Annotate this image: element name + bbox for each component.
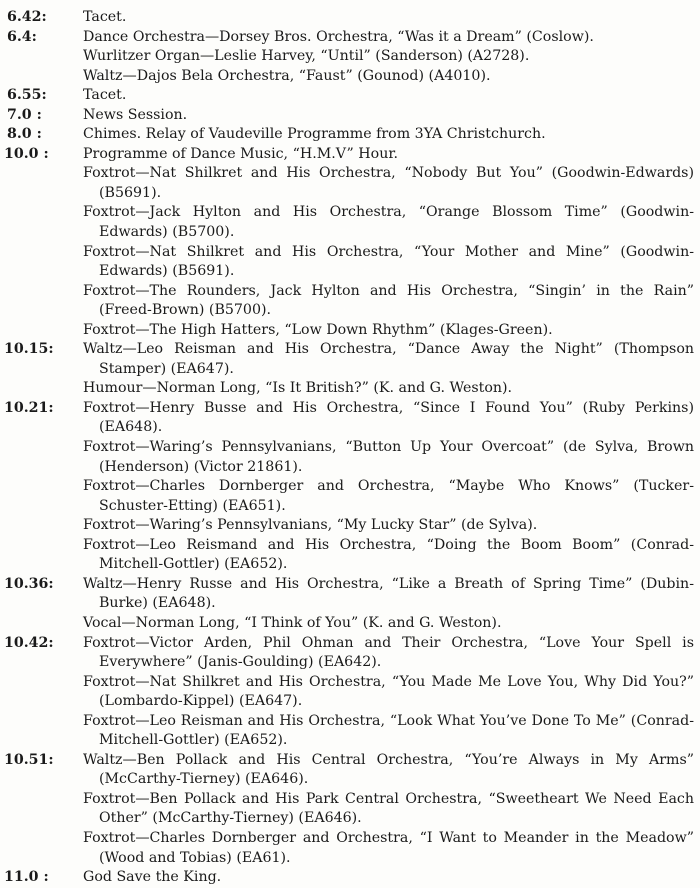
entry-time: 10.21: xyxy=(4,399,54,416)
entry-item: Foxtrot—Ben Pollack and His Park Central Orchestra, “Sweetheart We Need Each Other” (McCarthy-Tierney) (EA646). xyxy=(83,790,694,827)
entry-item: Foxtrot—Charles Dornberger and Orchestra, “I Want to Meander in the Meadow” (Wood and Tobias) (EA61). xyxy=(83,829,694,866)
entry-item: Waltz—Leo Reisman and His Orchestra, “Dance Away the Night” (Thompson Stamper) (EA647). xyxy=(83,341,694,377)
entry-item: Tacet. xyxy=(83,9,127,25)
entry-item: Humour—Norman Long, “Is It British?” (K. and G. Weston). xyxy=(83,380,513,397)
programme-entry xyxy=(4,106,694,126)
entry-item: Chimes. Relay of Vaudeville Programme from 3YA Christchurch. xyxy=(83,126,546,143)
entry-item: Foxtrot—Waring’s Pennsylvanians, “Button Up Your Overcoat” (de Sylva, Brown (Henderson) (Victor 21861). xyxy=(83,439,694,475)
entry-time: 7.0 : xyxy=(7,106,42,123)
entry-time: 10.0 : xyxy=(4,145,49,162)
programme-entry xyxy=(4,399,694,575)
entry-item: Foxtrot—Charles Dornberger and Orchestra, “Maybe Who Knows” (Tucker-Schuster-Etting) (EA651). xyxy=(83,478,694,514)
programme-entry xyxy=(4,751,694,868)
entry-time: 8.0 : xyxy=(7,126,42,143)
entry-time: 6.55: xyxy=(7,87,47,104)
entry-time: 10.36: xyxy=(4,575,54,592)
programme-entry xyxy=(4,634,694,751)
entry-item: Foxtrot—Waring’s Pennsylvanians, “My Lucky Star” (de Sylva). xyxy=(83,517,538,534)
entry-item: Programme of Dance Music, “H.M.V” Hour. xyxy=(83,145,399,162)
entry-item: Foxtrot—Nat Shilkret and His Orchestra, “Your Mother and Mine” (Goodwin-Edwards) (B5691). xyxy=(83,243,694,280)
entry-item: Foxtrot—Victor Arden, Phil Ohman and Their Orchestra, “Love Your Spell is Everywhere” (Janis-Goulding) (EA642). xyxy=(83,634,694,671)
entry-item: Foxtrot—Jack Hylton and His Orchestra, “Orange Blossom Time” (Goodwin-Edwards) (B5700). xyxy=(83,204,694,241)
programme-entry xyxy=(4,28,694,87)
entry-time: 11.0 : xyxy=(4,869,49,886)
programme-entry xyxy=(4,125,694,145)
entry-item: Foxtrot—Henry Busse and His Orchestra, “Since I Found You” (Ruby Perkins) (EA648). xyxy=(83,399,694,436)
entry-item: News Session. xyxy=(83,106,188,123)
entry-item: Tacet. xyxy=(83,87,127,104)
entry-item: Foxtrot—The High Hatters, “Low Down Rhythm” (Klages-Green). xyxy=(83,321,553,338)
programme-entry xyxy=(4,340,694,399)
entry-item: Foxtrot—The Rounders, Jack Hylton and His Orchestra, “Singin’ in the Rain” (Freed-Brown) (B5700). xyxy=(83,282,694,319)
entry-item: Foxtrot—Leo Reismand and His Orchestra, “Doing the Boom Boom” (Conrad-Mitchell-Gottler) (EA652). xyxy=(83,536,694,573)
entry-time: 10.15: xyxy=(4,341,54,358)
entry-item: Waltz—Henry Russe and His Orchestra, “Like a Breath of Spring Time” (Dubin-Burke) (EA648). xyxy=(83,575,694,612)
programme-entry xyxy=(4,868,694,888)
entry-item: Dance Orchestra—Dorsey Bros. Orchestra, “Was it a Dream” (Coslow). xyxy=(83,28,594,45)
programme-entry xyxy=(4,145,694,340)
entry-item: Foxtrot—Nat Shilkret and His Orchestra, “Nobody But You” (Goodwin-Edwards) (B5691). xyxy=(83,165,694,201)
programme-entry xyxy=(4,8,694,28)
entry-time: 10.51: xyxy=(4,751,54,768)
entry-item: Wurlitzer Organ—Leslie Harvey, “Until” (Sanderson) (A2728). xyxy=(83,48,530,65)
entry-item: Foxtrot—Nat Shilkret and His Orchestra, “You Made Me Love You, Why Did You?” (Lombardo-Kippel) (EA647). xyxy=(83,673,694,710)
entry-time: 10.42: xyxy=(4,634,54,651)
entry-item: Vocal—Norman Long, “I Think of You” (K. and G. Weston). xyxy=(83,614,502,631)
entry-item: Waltz—Ben Pollack and His Central Orchestra, “You’re Always in My Arms” (McCarthy-Tierney) (EA646). xyxy=(83,751,694,788)
programme-entry xyxy=(4,575,694,634)
entry-time: 6.42: xyxy=(7,9,47,25)
programme-entry xyxy=(4,86,694,106)
entry-item: Foxtrot—Leo Reisman and His Orchestra, “Look What You’ve Done To Me” (Conrad-Mitchell-Gottler) (EA652). xyxy=(83,712,694,749)
entry-item: Waltz—Dajos Bela Orchestra, “Faust” (Gounod) (A4010). xyxy=(83,67,491,84)
entry-time: 6.4: xyxy=(7,28,37,45)
entry-item: God Save the King. xyxy=(83,869,222,886)
